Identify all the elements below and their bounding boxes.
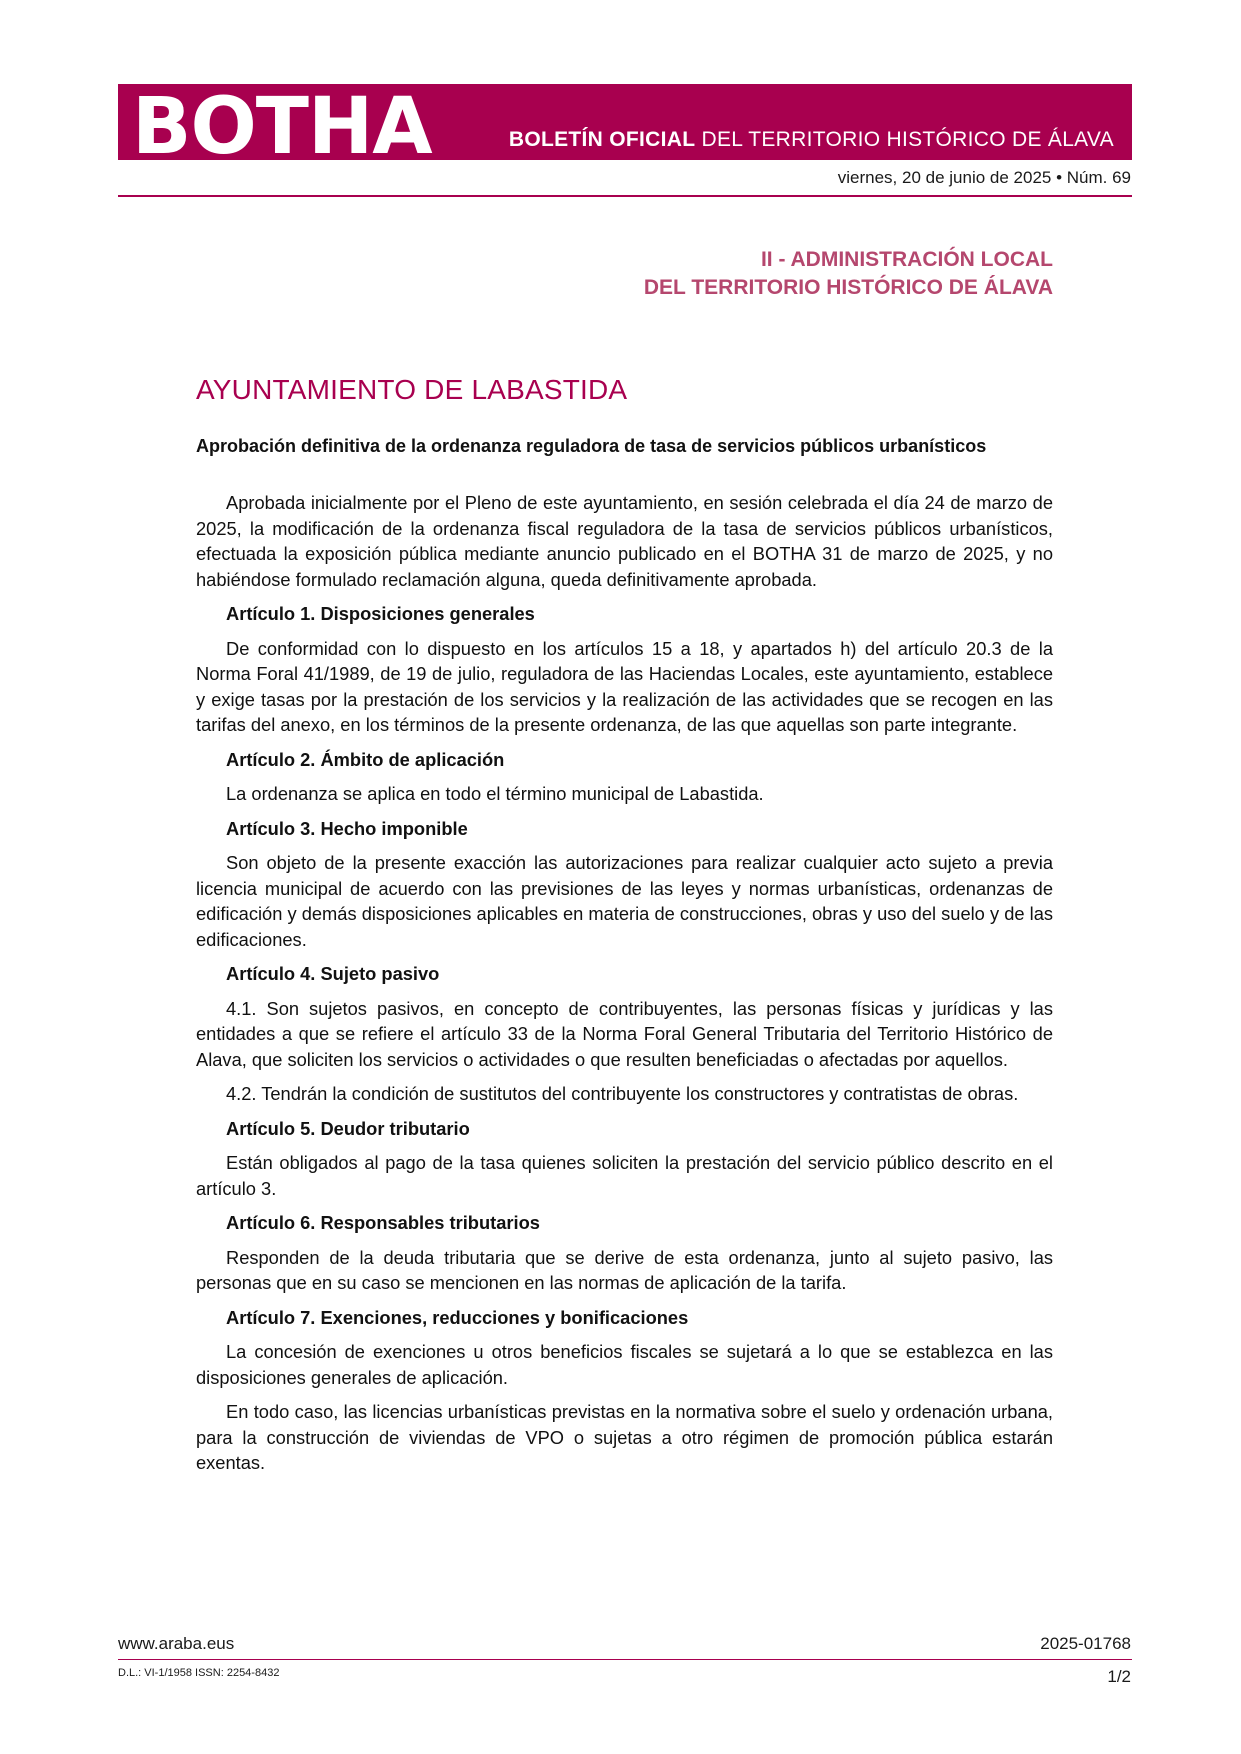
organization-title: AYUNTAMIENTO DE LABASTIDA <box>196 374 628 405</box>
article-4-text-1: 4.1. Son sujetos pasivos, en concepto de contribuyentes, las personas físicas y jurídicas y las entidades a que se refiere el artículo 33 de la Norma Foral General Tributaria del Territorio Histórico de Alava, que soliciten los servicios o actividades o que resulten beneficiadas o afectadas por aquellos. <box>196 997 1053 1070</box>
section-line-2: DEL TERRITORIO HISTÓRICO DE ÁLAVA <box>643 276 1053 299</box>
article-1-text: De conformidad con lo dispuesto en los artículos 15 a 18, y apartados h) del artículo 20.3 de la Norma Foral 41/1989, de 19 de julio, reguladora de las Haciendas Locales, este ayuntamiento, establece y exige tasas por la prestación de los servicios y la realización de las actividades que se recogen en las tarifas del anexo, en los términos de la presente ordenanza, de las que aquellas son parte integrante. <box>196 637 1053 735</box>
article-7-text-2: En todo caso, las licencias urbanísticas previstas en la normativa sobre el suelo y ordenación urbana, para la construcción de viviendas de VPO o sujetas a otro régimen de promoción pública estarán exentas. <box>196 1401 1053 1473</box>
article-4-text-2: 4.2. Tendrán la condición de sustitutos del contribuyente los constructores y contratistas de obras. <box>226 1083 1019 1104</box>
document-body <box>196 490 1053 1485</box>
footer-legal-deposit: D.L.: VI-1/1958 ISSN: 2254-8432 <box>118 1667 280 1679</box>
issue-dateline: viernes, 20 de junio de 2025 • Núm. 69 <box>837 168 1131 187</box>
article-3-text: Son objeto de la presente exacción las autorizaciones para realizar cualquier acto sujeto a previa licencia municipal de acuerdo con las previsiones de las leyes y normas urbanísticas, ordenanzas de edificación y demás disposiciones aplicables en materia de construcciones, obras y uso del suelo y de las edificaciones. <box>196 852 1053 950</box>
bulletin-title-bold: BOLETÍN OFICIAL <box>508 128 696 151</box>
article-1-title: Artículo 1. Disposiciones generales <box>226 603 535 624</box>
intro-paragraph: Aprobada inicialmente por el Pleno de este ayuntamiento, en sesión celebrada el día 24 de marzo de 2025, la modificación de la ordenanza fiscal reguladora de la tasa de servicios públicos urbanísticos, efectuada la exposición pública mediante anuncio publicado en el BOTHA 31 de marzo de 2025, y no habiéndose formulado reclamación alguna, queda definitivamente aprobada. <box>196 492 1053 590</box>
header-divider <box>118 195 1132 197</box>
article-6-title: Artículo 6. Responsables tributarios <box>226 1212 540 1233</box>
announcement-subject: Aprobación definitiva de la ordenanza reguladora de tasa de servicios públicos urbanísticos <box>196 436 987 456</box>
section-line-1: II - ADMINISTRACIÓN LOCAL <box>760 248 1053 271</box>
bulletin-title <box>509 128 1114 152</box>
article-5-text: Están obligados al pago de la tasa quienes soliciten la prestación del servicio público descrito en el artículo 3. <box>196 1152 1053 1199</box>
article-4-title: Artículo 4. Sujeto pasivo <box>226 963 440 984</box>
article-6-text: Responden de la deuda tributaria que se derive de esta ordenanza, junto al sujeto pasivo, las personas que en su caso se mencionen en las normas de aplicación de la tarifa. <box>196 1246 1053 1293</box>
bulletin-title-rest: DEL TERRITORIO HISTÓRICO DE ÁLAVA <box>695 128 1114 151</box>
article-5-title: Artículo 5. Deudor tributario <box>226 1117 470 1139</box>
footer-divider <box>118 1659 1132 1660</box>
botha-logo: BOTHA <box>132 82 432 172</box>
article-7-title: Artículo 7. Exenciones, reducciones y bonificaciones <box>226 1306 689 1328</box>
article-3-title: Artículo 3. Hecho imponible <box>226 817 468 839</box>
article-2-title: Artículo 2. Ámbito de aplicación <box>226 748 505 770</box>
footer-url[interactable]: www.araba.eus <box>118 1634 235 1653</box>
header-banner <box>118 82 1132 172</box>
page-number: 1/2 <box>1107 1667 1131 1686</box>
article-7-text-1: La concesión de exenciones u otros beneficios fiscales se sujetará a lo que se establezca en las disposiciones generales de aplicación. <box>196 1341 1053 1388</box>
article-2-text: La ordenanza se aplica en todo el término municipal de Labastida. <box>226 783 764 804</box>
footer-announcement-code: 2025-01768 <box>1040 1634 1131 1653</box>
section-heading <box>644 246 1053 302</box>
